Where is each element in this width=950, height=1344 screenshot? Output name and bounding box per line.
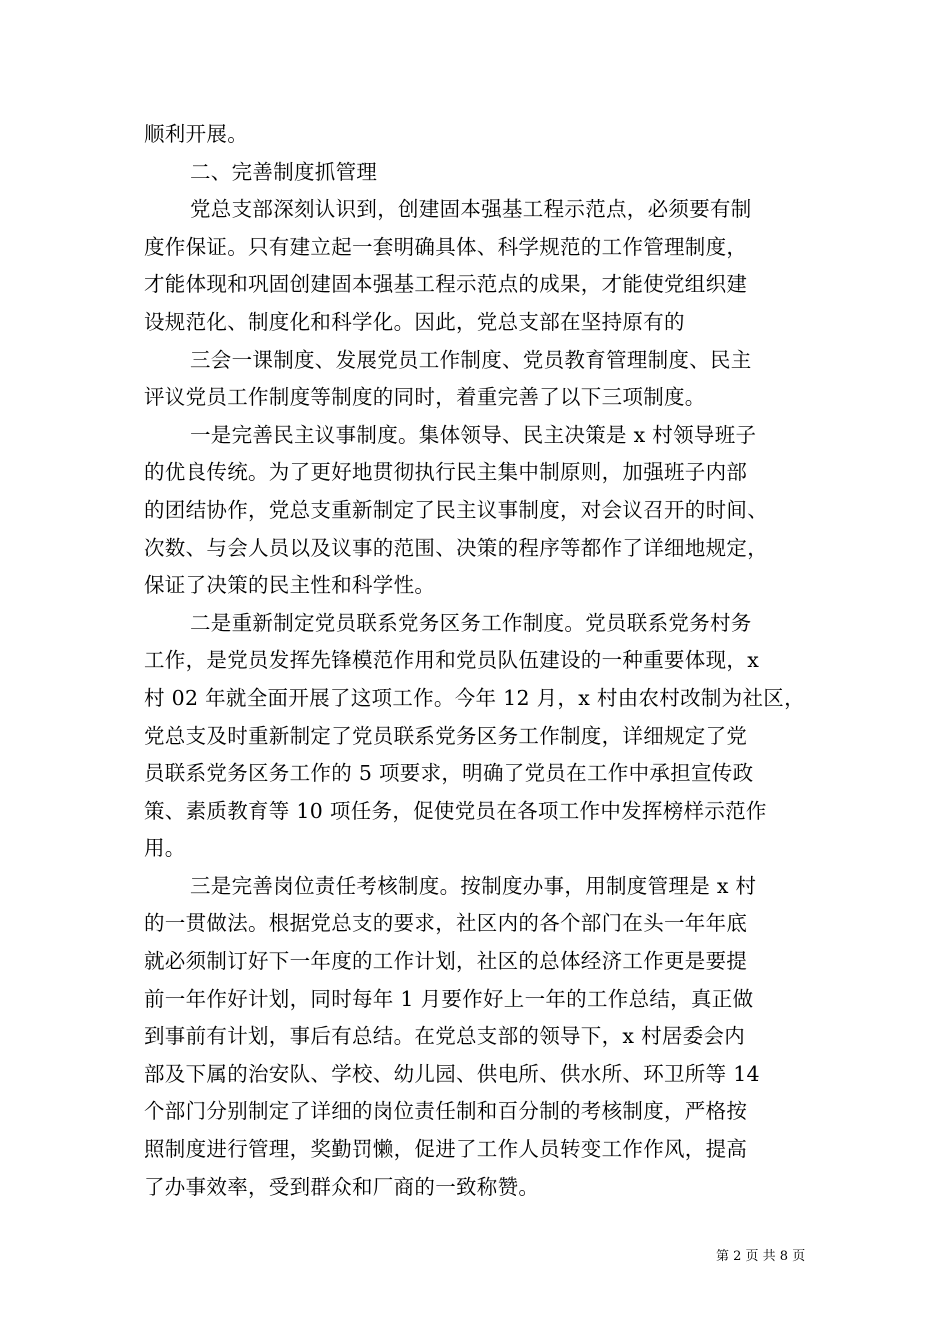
text-line: 的优良传统。为了更好地贯彻执行民主集中制原则，加强班子内部 [144,460,748,485]
text-line: 村 02 年就全面开展了这项工作。今年 12 月，x 村由农村改制为社区， [144,685,805,710]
text-line: 顺利开展。 [144,122,248,146]
text-line: 才能体现和巩固创建固本强基工程示范点的成果，才能使党组织建 [144,272,748,297]
text-line: 前一年作好计划，同时每年 1 月要作好上一年的工作总结，真正做 [144,986,754,1011]
text-line: 次数、与会人员以及议事的范围、决策的程序等都作了详细地规定， [144,535,768,560]
text-line: 一是完善民主议事制度。集体领导、民主决策是 x 村领导班子 [190,422,757,447]
text-line: 党总支及时重新制定了党员联系党务区务工作制度，详细规定了党 [144,723,748,748]
text-line: 策、素质教育等 10 项任务，促使党员在各项工作中发挥榜样示范作 [144,798,767,823]
text-line: 工作，是党员发挥先锋模范作用和党员队伍建设的一种重要体现，x [144,648,760,673]
text-line: 的一贯做法。根据党总支的要求，社区内的各个部门在头一年年底 [144,911,748,936]
text-line: 度作保证。只有建立起一套明确具体、科学规范的工作管理制度， [144,234,748,259]
text-line: 部及下属的治安队、学校、幼儿园、供电所、供水所、环卫所等 14 [144,1061,760,1086]
text-line: 用。 [144,836,186,861]
document-body [144,116,820,1206]
text-line: 个部门分别制定了详细的岗位责任制和百分制的考核制度，严格按 [144,1099,748,1124]
text-line: 就必须制订好下一年度的工作计划，社区的总体经济工作更是要提 [144,949,748,974]
page-number-footer: 第 2 页 共 8 页 [716,1249,806,1264]
text-line: 党总支部深刻认识到，创建固本强基工程示范点，必须要有制 [190,197,752,222]
text-line: 的团结协作，党总支重新制定了民主议事制度，对会议召开的时间、 [144,497,768,522]
text-line: 三会一课制度、发展党员工作制度、党员教育管理制度、民主 [190,347,752,372]
text-line: 设规范化、制度化和科学化。因此，党总支部在坚持原有的 [144,309,685,334]
text-line: 评议党员工作制度等制度的同时，着重完善了以下三项制度。 [144,385,706,410]
text-line: 员联系党务区务工作的 5 项要求，明确了党员在工作中承担宣传政 [144,761,754,786]
text-line: 保证了决策的民主性和科学性。 [144,573,436,598]
text-line: 到事前有计划，事后有总结。在党总支部的领导下，x 村居委会内 [144,1024,746,1049]
text-line: 了办事效率，受到群众和厂商的一致称赞。 [144,1174,540,1199]
text-line: 二、完善制度抓管理 [190,159,378,184]
text-line: 照制度进行管理，奖勤罚懒，促进了工作人员转变工作作风，提高 [144,1137,748,1162]
text-line: 二是重新制定党员联系党务区务工作制度。党员联系党务村务 [190,610,752,635]
text-line: 三是完善岗位责任考核制度。按制度办事，用制度管理是 x 村 [190,873,757,898]
